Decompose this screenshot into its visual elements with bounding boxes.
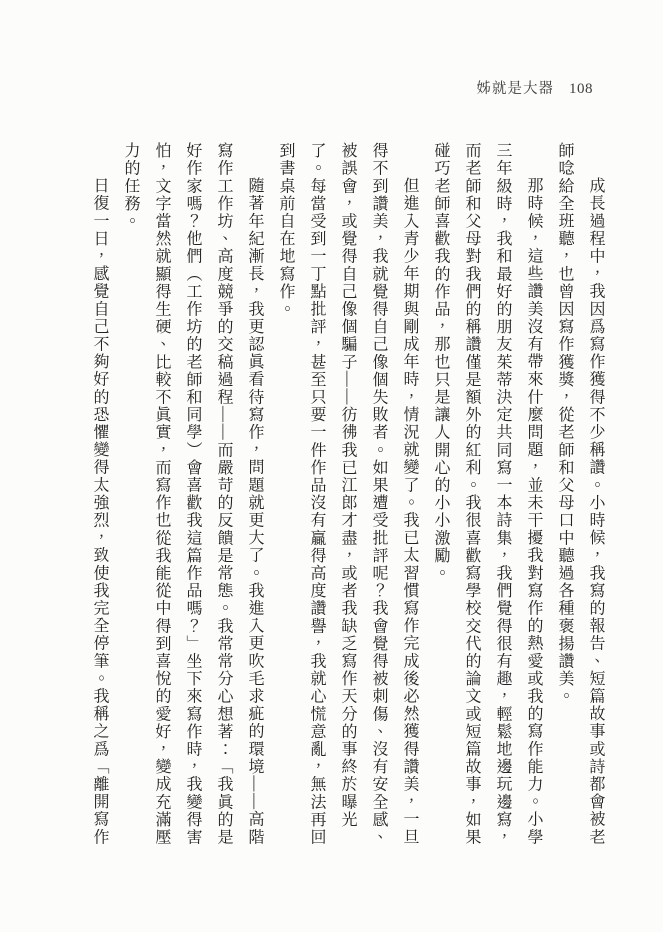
- paragraph-2: 那時候，這些讚美沒有帶來什麼問題，並未干擾我對寫作的熱愛或我的寫作能力。小學三年級時，我和最好的朋友茱蒂決定共同寫一本詩集，我們覺得很有趣，輕鬆地邊玩邊寫，而老師和父母對我們的稱讚僅是額外的紅利。我很喜歡寫學校交代的論文或短篇故事，如果碰巧老師喜歡我的作品，那也只是讓人開心的小小激勵。: [432, 142, 542, 846]
- paragraph-1: 成長過程中，我因爲寫作獲得不少稱讚。小時候，我寫的報告、短篇故事或詩都會被老師唸給全班聽，也曾因寫作獲獎，從老師和父母口中聽過各種褒揚讚美。: [556, 142, 604, 846]
- paragraph-3: 但進入青少年期與剛成年時，情況就變了。我已太習慣寫作完成後必然獲得讚美，一旦得不到讚美，我就覺得自己像個失敗者。如果遭受批評呢？我會覺得被刺傷、沒有安全感、被誤會，或覺得自己像個騙子——彷彿我已江郎才盡，或者我缺乏寫作天分的事終於曝光了。每當受到一丁點批評，甚至只要一件作品沒有贏得高度讚譽，我就心慌意亂，無法再回到書桌前自在地寫作。: [277, 142, 418, 846]
- page-number: 108: [569, 81, 593, 97]
- paragraph-5: 日復一日，感覺自己不夠好的恐懼變得太強烈，致使我完全停筆。我稱之爲「離開寫作: [91, 177, 108, 846]
- paragraph-4: 隨著年紀漸長，我更認眞看待寫作，問題就更大了。我進入更吹毛求疵的環境——高階寫作工作坊、高度競爭的交稿過程——而嚴苛的反饋是常態。我常常分心想著：「我眞的是好作家嗎？他們（工作坊的老師和同學）會喜歡我這篇作品嗎？」坐下來寫作時，我變得害怕，文字當然就顯得生硬、比較不眞實，而寫作也從我能從中得到喜悅的愛好，變成充滿壓力的任務。: [122, 142, 263, 846]
- body-text: [84, 142, 611, 846]
- book-title: 姊就是大器: [476, 81, 554, 97]
- running-head: [477, 77, 594, 98]
